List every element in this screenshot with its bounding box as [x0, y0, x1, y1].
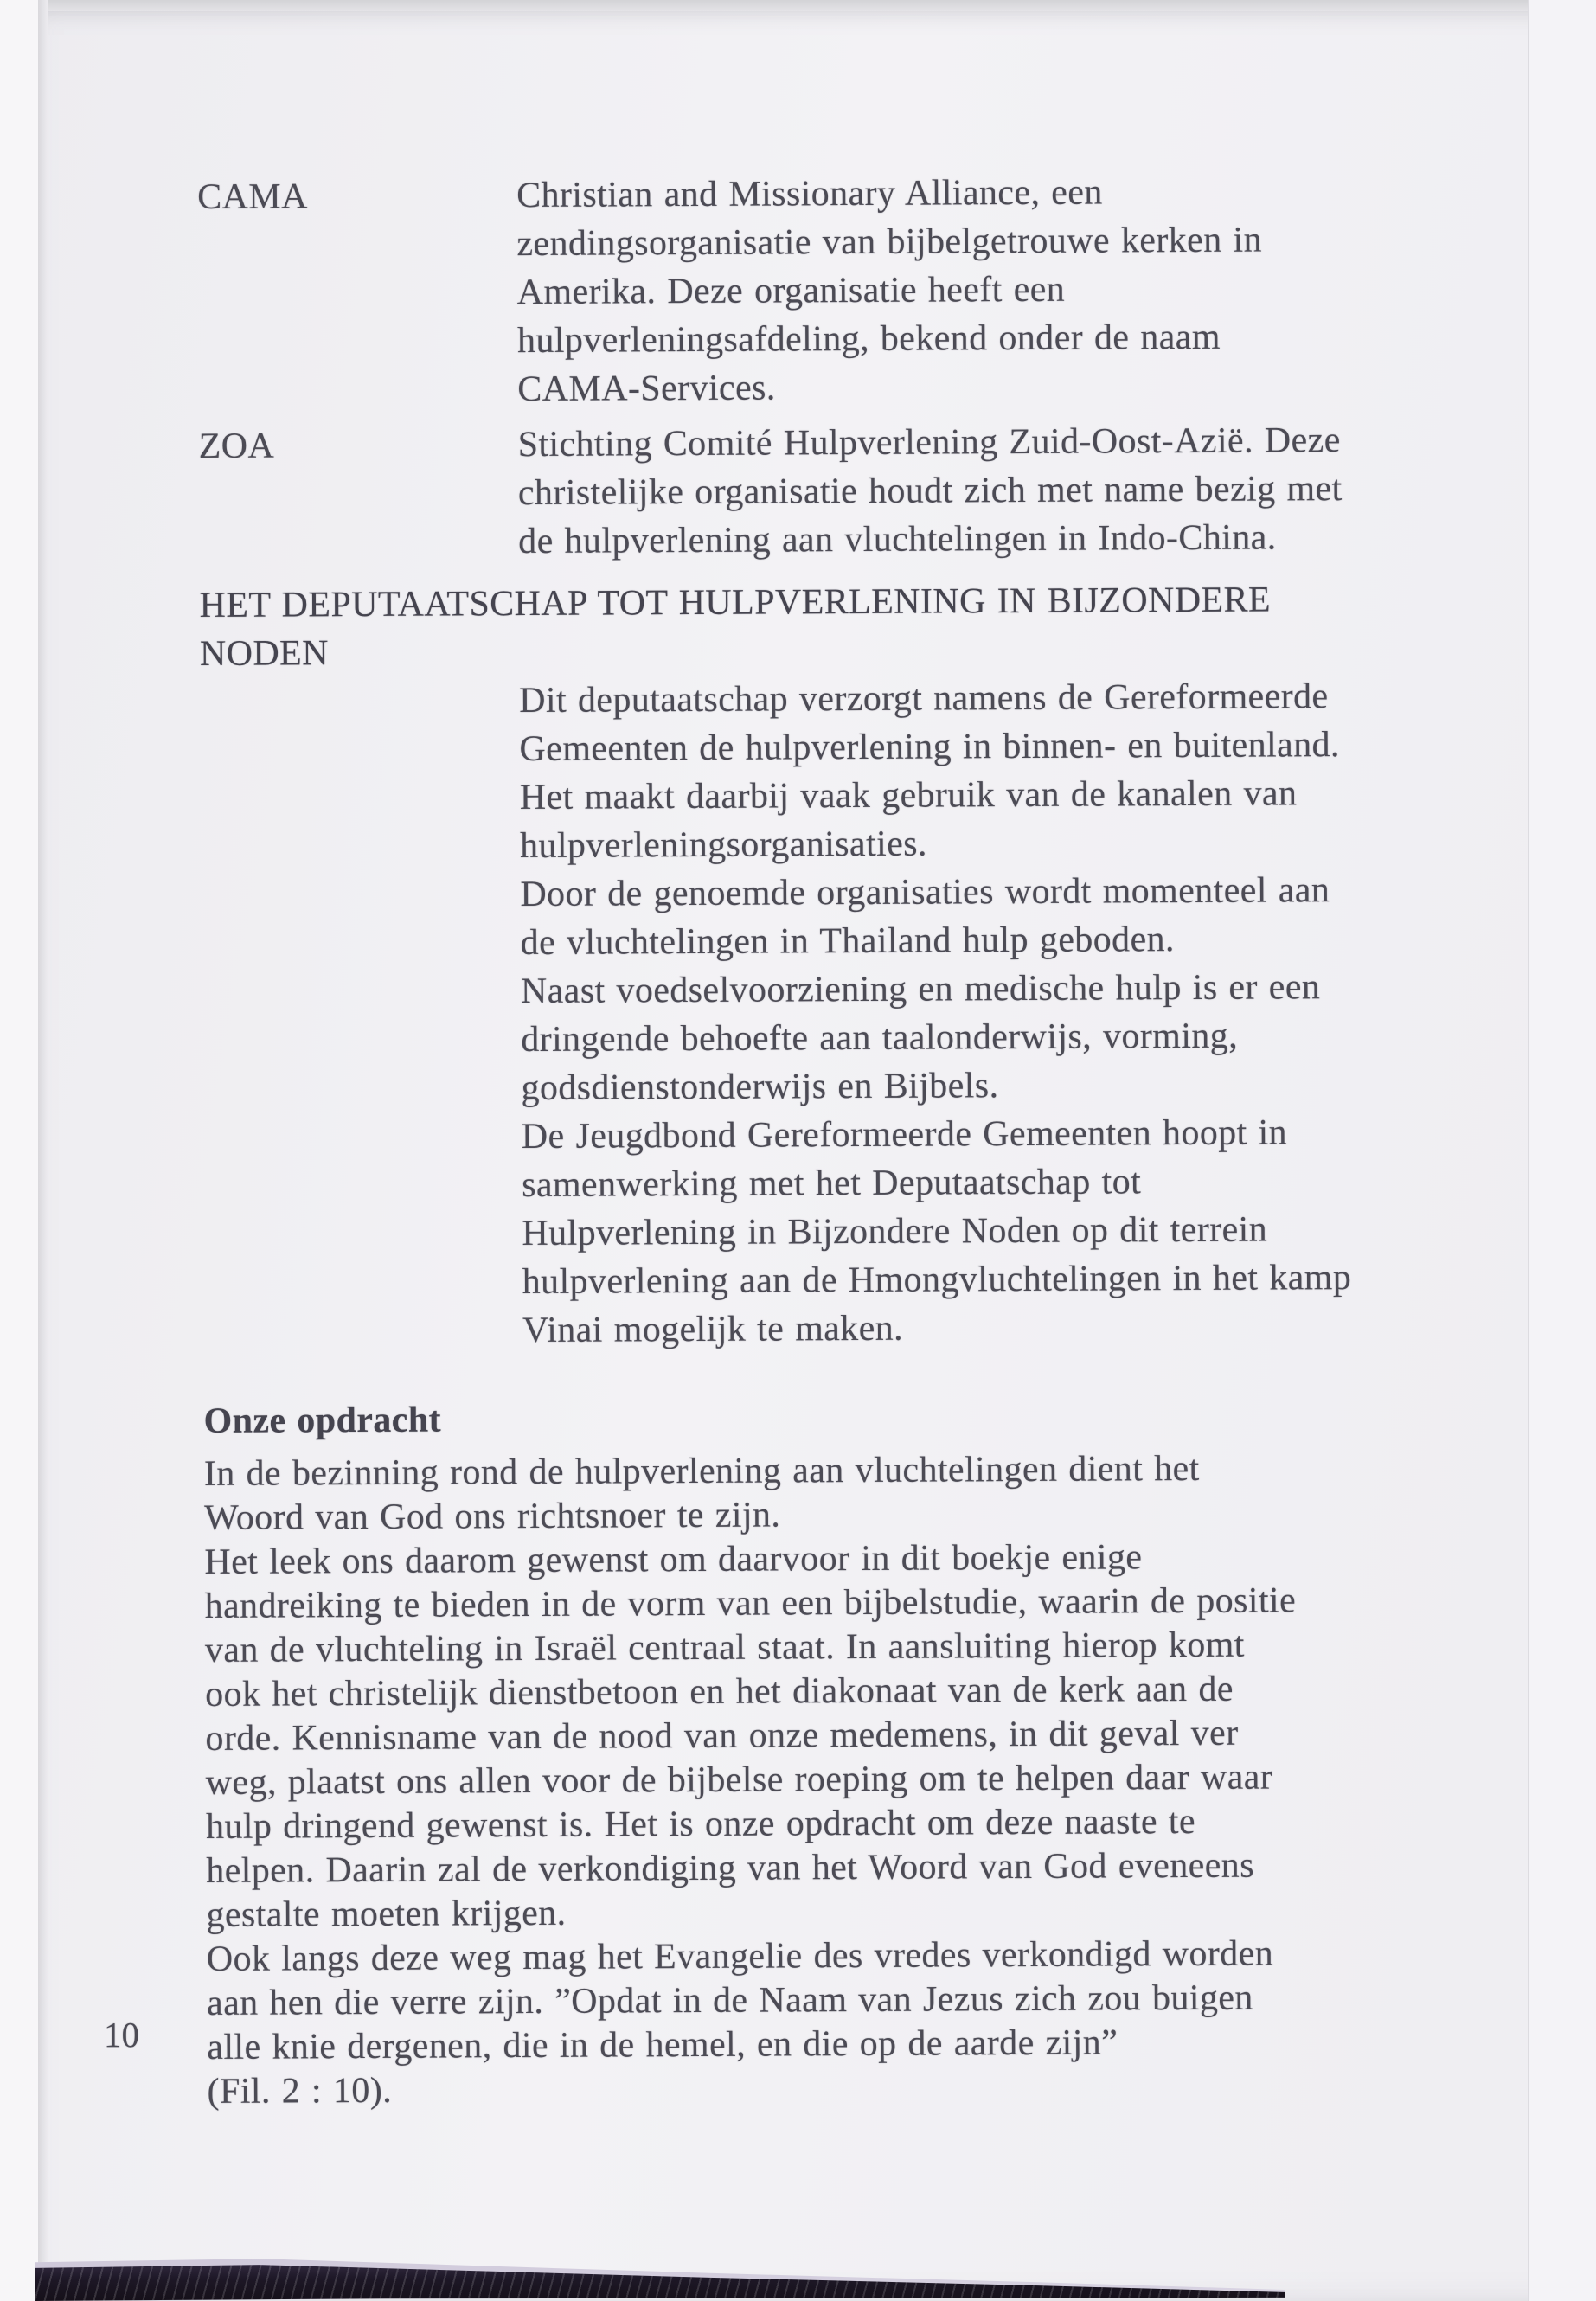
text-line: orde. Kennisname van de nood van onze medemens, in dit geval ver: [205, 1713, 1239, 1759]
text-line: Woord van God ons richtsnoer te zijn.: [204, 1495, 781, 1538]
text-line: gestalte moeten krijgen.: [206, 1893, 567, 1935]
subsection-body-onze-opdracht: [204, 1445, 1471, 2114]
definition-term: ZOA: [198, 426, 275, 466]
page-content: [197, 166, 1471, 2114]
text-line: Het leek ons daarom gewenst om daarvoor in dit boekje enige: [204, 1537, 1143, 1582]
text-line: Amerika. Deze organisatie heeft een: [516, 269, 1066, 313]
text-line: In de bezinning rond de hulpverlening aan vluchtelingen dient het: [203, 1448, 1200, 1494]
text-line: Hulpverlening in Bijzondere Noden op dit terrein: [522, 1209, 1268, 1254]
text-line: helpen. Daarin zal de verkondiging van het Woord van God eveneens: [206, 1845, 1255, 1891]
text-line: Door de genoemde organisaties wordt momenteel aan: [520, 870, 1330, 915]
text-line: van de vluchteling in Israël centraal staat. In aansluiting hierop komt: [204, 1625, 1245, 1670]
text-line: de hulpverlening aan vluchtelingen in Indo-China.: [518, 517, 1277, 562]
text-line: weg, plaatst ons allen voor de bijbelse roeping om te helpen daar waar: [205, 1757, 1273, 1803]
definition-text: [516, 166, 1461, 413]
text-line: De Jeugdbond Gereformeerde Gemeenten hoopt in: [521, 1112, 1288, 1157]
text-line: Vinai mogelijk te maken.: [522, 1308, 904, 1351]
text-line: hulp dringend gewenst is. Het is onze opdracht om deze naaste te: [205, 1801, 1196, 1847]
definition-row-cama: [197, 166, 1461, 415]
text-line: Gemeenten de hulpverlening in binnen- en buitenland.: [519, 725, 1340, 770]
page-edge-right: [1528, 0, 1596, 2301]
text-line: hulpverlening aan de Hmongvluchtelingen in het kamp: [522, 1258, 1352, 1303]
definition-row-zoa: [199, 415, 1463, 567]
page-edge-left-line: [38, 0, 48, 2301]
text-line: ook het christelijk dienstbetoon en het diakonaat van de kerk aan de: [205, 1669, 1234, 1715]
text-line: samenwerking met het Deputaatschap tot: [522, 1162, 1142, 1206]
text-line: hulpverleningsorganisaties.: [519, 824, 927, 867]
text-line: CAMA-Services.: [517, 368, 776, 410]
subsection-heading-onze-opdracht: Onze opdracht: [203, 1400, 442, 1441]
text-line: NODEN: [199, 633, 330, 674]
book-binding-edge: [35, 2261, 1285, 2301]
text-line: Naast voedselvoorziening en medische hulp is er een: [520, 967, 1321, 1012]
text-line: HET DEPUTAATSCHAP TOT HULPVERLENING IN BIJZONDERE: [199, 580, 1272, 625]
text-line: de vluchtelingen in Thailand hulp geboden.: [520, 920, 1175, 964]
text-line: aan hen die verre zijn. ”Opdat in de Naam van Jezus zich zou buigen: [206, 1977, 1253, 2023]
text-line: Het maakt daarbij vaak gebruik van de kanalen van: [519, 773, 1298, 818]
text-line: handreiking te bieden in de vorm van een bijbelstudie, waarin de positie: [204, 1580, 1297, 1626]
page-edge-top: [0, 0, 1596, 11]
text-line: Dit deputaatschap verzorgt namens de Gereformeerde: [519, 676, 1329, 721]
section-body-deputaatschap: [519, 671, 1466, 1355]
page-edge-left: [0, 0, 38, 2301]
definition-text: [518, 415, 1463, 566]
text-line: Stichting Comité Hulpverlening Zuid-Oost-Azië. Deze: [517, 420, 1341, 465]
text-line: alle knie dergenen, die in de hemel, en die op de aarde zijn”: [207, 2022, 1118, 2067]
page-number: 10: [104, 2015, 139, 2054]
text-line: hulpverleningsafdeling, bekend onder de naam: [516, 317, 1221, 362]
text-line: Ook langs deze weg mag het Evangelie des vredes verkondigd worden: [206, 1933, 1274, 1979]
text-line: zendingsorganisatie van bijbelgetrouwe kerken in: [516, 220, 1263, 265]
definition-term: CAMA: [197, 176, 308, 217]
text-line: (Fil. 2 : 10).: [207, 2070, 393, 2112]
text-line: godsdienstonderwijs en Bijbels.: [521, 1066, 999, 1109]
text-line: dringende behoefte aan taalonderwijs, vorming,: [521, 1016, 1239, 1061]
section-heading-deputaatschap: [199, 574, 1463, 678]
text-line: Christian and Missionary Alliance, een: [516, 172, 1103, 216]
text-line: christelijke organisatie houdt zich met name bezig met: [517, 469, 1343, 514]
